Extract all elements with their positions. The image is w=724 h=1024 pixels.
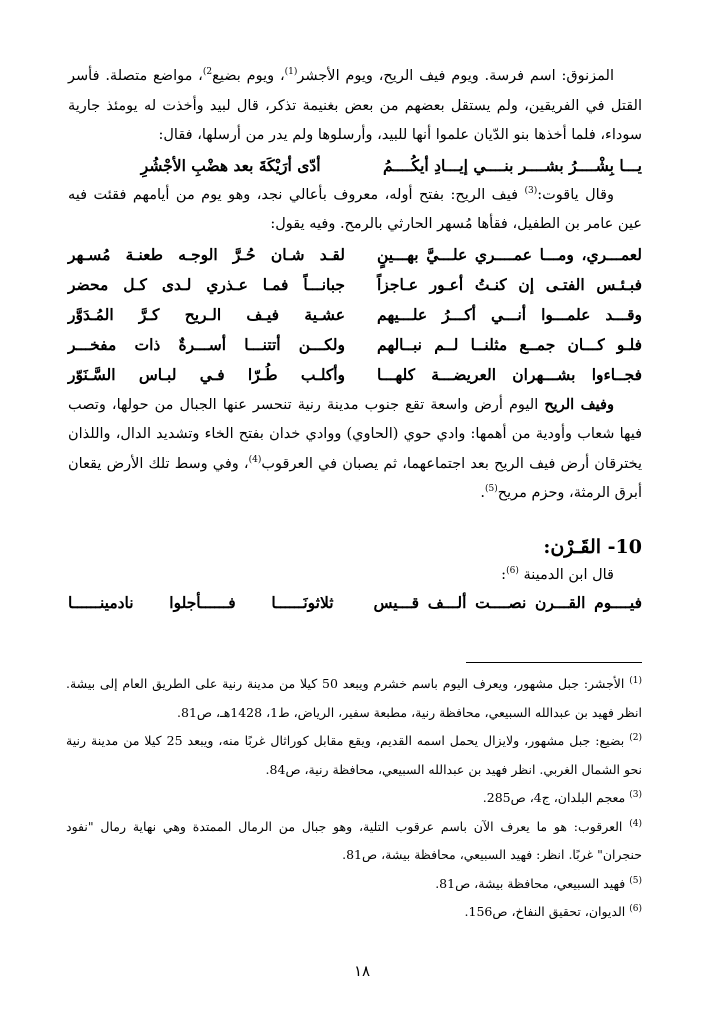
verse-row (68, 360, 642, 390)
footnote (66, 727, 642, 784)
verse-first-hemistich: لعمـــري، ومـــا عمــــري علـــيَّ بهـــينٍ (377, 244, 642, 264)
p1-text-c: ، مواضع متصلة. فأسر القتل في الفريقين، ولم يستقل بعضهم من بعض بغنيمة تذكر، قال لبيد وأخذت له يومئذ جارية سوداء، فلما أخذها بنو الدّيان علموا أنها للبيد، وأرسلوها ولم يدر من أرسلها، فقال: (68, 68, 642, 143)
footnote-number: (5) (629, 875, 642, 886)
footnote-text: العرقوب: هو ما يعرف الآن باسم عرقوب التلية، وهو جبال من الرمال الممتدة وهي نهاية رمال "نفود حنجران" غربًا. انظر: فهيد السبيعي، محافظة بيشة، ص81. (66, 818, 642, 862)
verse-first-hemistich: فيــــوم القـــرن نصــــت ألـــف قـــيس (373, 593, 642, 612)
poem-musher (68, 240, 642, 390)
verse-second-hemistich: لقـد شـان حُـرَّ الوجـه طعنـة مُسـهر (68, 244, 345, 264)
verse-first-hemistich: فلـو كـــان جمــع مثلنــا لــم نبــالهم (377, 334, 642, 354)
p2-text-a: وقال ياقوت: (537, 186, 614, 203)
p3-bold-term: وفيف الريح (544, 395, 614, 413)
footnote-ref-1[interactable]: (1) (284, 67, 298, 78)
p3-text-a: اليوم أرض واسعة تقع جنوب مدينة رنية تنحسر عنها الجبال من حولها، وتصب فيها شعاب وأودية من أهمها: وادي حوي (الحاوي) ووادي خدان بفتح الخاء وتشديد الدال، واللذان يخترقان أرض فيف الريح بعد اجتماعهما، ثم يصبان في العرقوب (68, 396, 642, 472)
paragraph-1 (68, 62, 642, 151)
p1-text-a: المزنوق: اسم فرسة. ويوم فيف الريح، ويوم الأجشر (297, 68, 614, 84)
p3-text-c: . (480, 485, 485, 501)
verse-row (68, 300, 642, 330)
verse-labid-first-hemistich: يـــا بِشْــــرُ بشــــر بنــــي إيـــادِ أيكُــــمُ (383, 155, 642, 175)
verse-second-hemistich: ثلاثونَــــــا فــــــأجلوا نادمينــــــا (68, 593, 334, 612)
verse-labid (68, 151, 642, 181)
verse-row (68, 240, 642, 270)
footnote (66, 813, 642, 870)
footnote-ref-4[interactable]: (4) (248, 454, 262, 465)
footnote-text: فهيد السبيعي، محافظة بيشة، ص81. (435, 875, 630, 891)
p1-text-b: ، ويوم بضيع (212, 68, 285, 84)
footnote-ref-2[interactable]: 2) (202, 67, 213, 78)
footnote-text: معجم البلدان، ج4، ص285. (482, 790, 630, 805)
p3-text-b: ، وفي وسط تلك الأرض يقعان أبرق الرمثة، وحزم مريح (68, 455, 642, 501)
footnote-ref-3[interactable]: (3) (524, 185, 538, 196)
page-number: ١٨ (353, 962, 371, 980)
footnote (66, 784, 642, 813)
footnotes (66, 670, 642, 927)
footnote-divider (466, 662, 642, 663)
verse-first-hemistich: فجــاءوا بشـــهران العريضـــة كلهـــا (377, 364, 642, 384)
verse-labid-second-hemistich: أدّى أرَيْكَةَ بعد هضْبِ الأجْشُرِ (140, 155, 321, 175)
p2-text-b: فيف الريح: بفتح أوله، معروف بأعالي نجد، وهو يوم من أيامهم فقئت فيه عين عامر بن الطفيل، فقأها مُسهر الحارثي بالرمح. وفيه يقول: (68, 186, 642, 232)
footnote (66, 870, 642, 899)
section-intro-colon: : (501, 567, 507, 583)
footnote (66, 898, 642, 927)
footnote-number: (1) (629, 675, 642, 686)
verse-row (68, 330, 642, 360)
footnote-text: الديوان، تحقيق النفاخ، ص156. (464, 904, 630, 919)
section-intro-text: قال ابن الدمينة (523, 567, 614, 583)
footnote-number: (6) (629, 903, 642, 914)
paragraph-2 (68, 181, 642, 240)
main-body (68, 62, 642, 509)
footnote-number: (2) (629, 732, 642, 743)
verse-second-hemistich: وأكلـب طُـرّا فـي لبـاس السَّـنَوّر (68, 364, 345, 384)
verse-ibn-dumayna (68, 588, 642, 618)
footnote-number: (4) (629, 818, 642, 829)
paragraph-3 (68, 390, 642, 509)
verse-first-hemistich: فبـئـس الفتـى إن كنـتُ أعـور عـاجزاً (377, 274, 642, 294)
verse-first-hemistich: وقـــد علمـــوا أنـــي أكـــرُ علـــيهم (377, 304, 642, 324)
footnote-text: الأجشر: جبل مشهور، ويعرف اليوم باسم خشرم ويبعد 50 كيلا من مدينة رنية على الطريق العام إلى بيشة. انظر فهيد بن عبدالله السبيعي، محافظة رنية، مطبعة سفير، الرياض، ط1، 1428هـ، ص81. (66, 676, 642, 720)
footnote-ref-6[interactable]: (6) (506, 566, 519, 577)
footnote-text: بضيع: جبل مشهور، ولايزال يحمل اسمه القديم، ويقع مقابل كوراثال غربًا منه، ويبعد 25 كيلا من مدينة رنية نحو الشمال الغربي. انظر فهيد بن عبدالله السبيعي، محافظة رنية، ص84. (66, 733, 642, 777)
section-intro (501, 562, 614, 588)
verse-row (68, 270, 642, 300)
footnote (66, 670, 642, 727)
section-heading: 10- القَـرْن: (543, 536, 642, 558)
footnote-number: (3) (629, 789, 642, 800)
verse-second-hemistich: جبانـــاً فمـا عـذري لـدى كـل محضر (68, 274, 345, 294)
verse-second-hemistich: ولكـــن أتتنـــا أســـرةٌ ذات مفخـــر (68, 334, 345, 354)
footnote-ref-5[interactable]: (5) (484, 484, 498, 495)
verse-second-hemistich: عشـية فيـف الـريح كـرَّ المُـدَوَّر (68, 304, 345, 324)
